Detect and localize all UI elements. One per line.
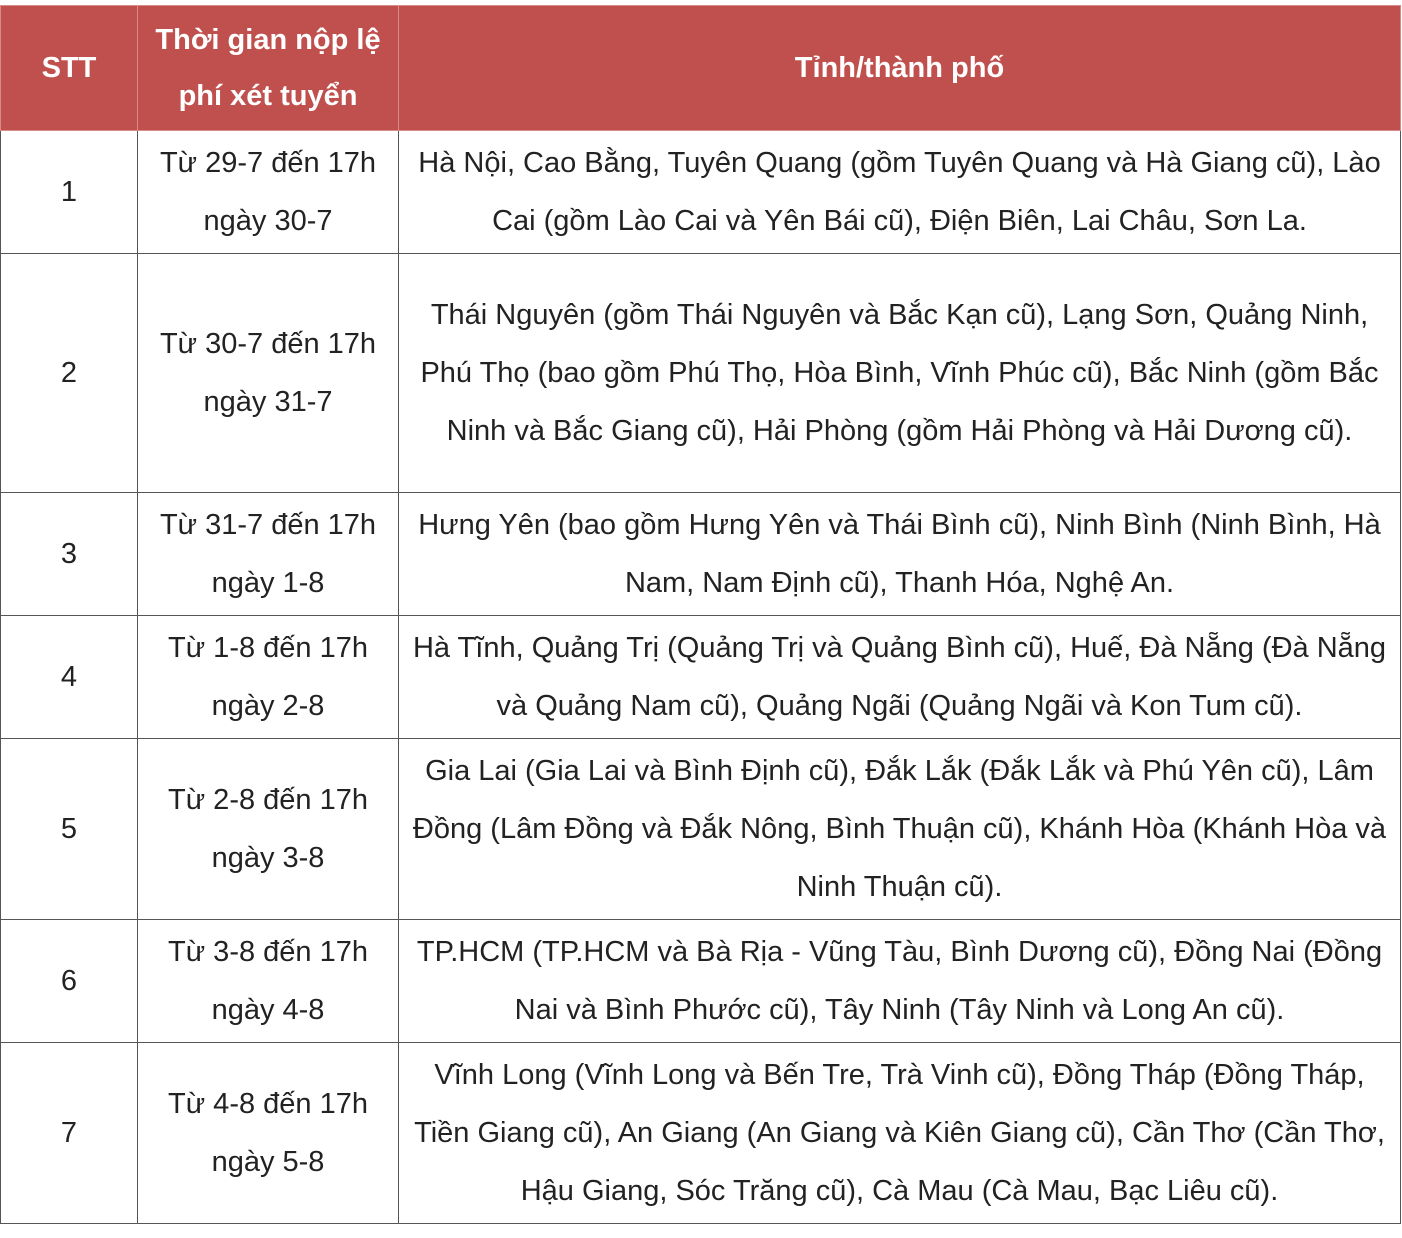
cell-time: Từ 31-7 đến 17h ngày 1-8 — [138, 493, 399, 616]
header-row — [1, 6, 1401, 131]
cell-time: Từ 29-7 đến 17h ngày 30-7 — [138, 131, 399, 254]
cell-stt: 3 — [1, 493, 138, 616]
cell-time: Từ 1-8 đến 17h ngày 2-8 — [138, 616, 399, 739]
cell-provinces: Thái Nguyên (gồm Thái Nguyên và Bắc Kạn cũ), Lạng Sơn, Quảng Ninh, Phú Thọ (bao gồm Phú Thọ, Hòa Bình, Vĩnh Phúc cũ), Bắc Ninh (gồm Bắc Ninh và Bắc Giang cũ), Hải Phòng (gồm Hải Phòng và Hải Dương cũ). — [399, 254, 1401, 493]
cell-time: Từ 4-8 đến 17h ngày 5-8 — [138, 1043, 399, 1224]
table-body — [1, 131, 1401, 1224]
table-row — [1, 131, 1401, 254]
table-row — [1, 1043, 1401, 1224]
schedule-table — [0, 5, 1401, 1224]
cell-stt: 5 — [1, 739, 138, 920]
table-row — [1, 616, 1401, 739]
cell-stt: 4 — [1, 616, 138, 739]
cell-provinces: Hưng Yên (bao gồm Hưng Yên và Thái Bình cũ), Ninh Bình (Ninh Bình, Hà Nam, Nam Định cũ), Thanh Hóa, Nghệ An. — [399, 493, 1401, 616]
cell-time: Từ 30-7 đến 17h ngày 31-7 — [138, 254, 399, 493]
table-row — [1, 254, 1401, 493]
cell-provinces: Gia Lai (Gia Lai và Bình Định cũ), Đắk Lắk (Đắk Lắk và Phú Yên cũ), Lâm Đồng (Lâm Đồng và Đắk Nông, Bình Thuận cũ), Khánh Hòa (Khánh Hòa và Ninh Thuận cũ). — [399, 739, 1401, 920]
header-province: Tỉnh/thành phố — [399, 6, 1401, 131]
cell-time: Từ 2-8 đến 17h ngày 3-8 — [138, 739, 399, 920]
table-header — [1, 6, 1401, 131]
header-time: Thời gian nộp lệ phí xét tuyển — [138, 6, 399, 131]
cell-stt: 7 — [1, 1043, 138, 1224]
table-row — [1, 920, 1401, 1043]
cell-stt: 6 — [1, 920, 138, 1043]
cell-provinces: Hà Tĩnh, Quảng Trị (Quảng Trị và Quảng Bình cũ), Huế, Đà Nẵng (Đà Nẵng và Quảng Nam cũ), Quảng Ngãi (Quảng Ngãi và Kon Tum cũ). — [399, 616, 1401, 739]
cell-stt: 1 — [1, 131, 138, 254]
cell-provinces: TP.HCM (TP.HCM và Bà Rịa - Vũng Tàu, Bình Dương cũ), Đồng Nai (Đồng Nai và Bình Phước cũ), Tây Ninh (Tây Ninh và Long An cũ). — [399, 920, 1401, 1043]
cell-provinces: Hà Nội, Cao Bằng, Tuyên Quang (gồm Tuyên Quang và Hà Giang cũ), Lào Cai (gồm Lào Cai và Yên Bái cũ), Điện Biên, Lai Châu, Sơn La. — [399, 131, 1401, 254]
table-row — [1, 493, 1401, 616]
cell-stt: 2 — [1, 254, 138, 493]
cell-provinces: Vĩnh Long (Vĩnh Long và Bến Tre, Trà Vinh cũ), Đồng Tháp (Đồng Tháp, Tiền Giang cũ), An Giang (An Giang và Kiên Giang cũ), Cần Thơ (Cần Thơ, Hậu Giang, Sóc Trăng cũ), Cà Mau (Cà Mau, Bạc Liêu cũ). — [399, 1043, 1401, 1224]
cell-time: Từ 3-8 đến 17h ngày 4-8 — [138, 920, 399, 1043]
header-stt: STT — [1, 6, 138, 131]
table-row — [1, 739, 1401, 920]
